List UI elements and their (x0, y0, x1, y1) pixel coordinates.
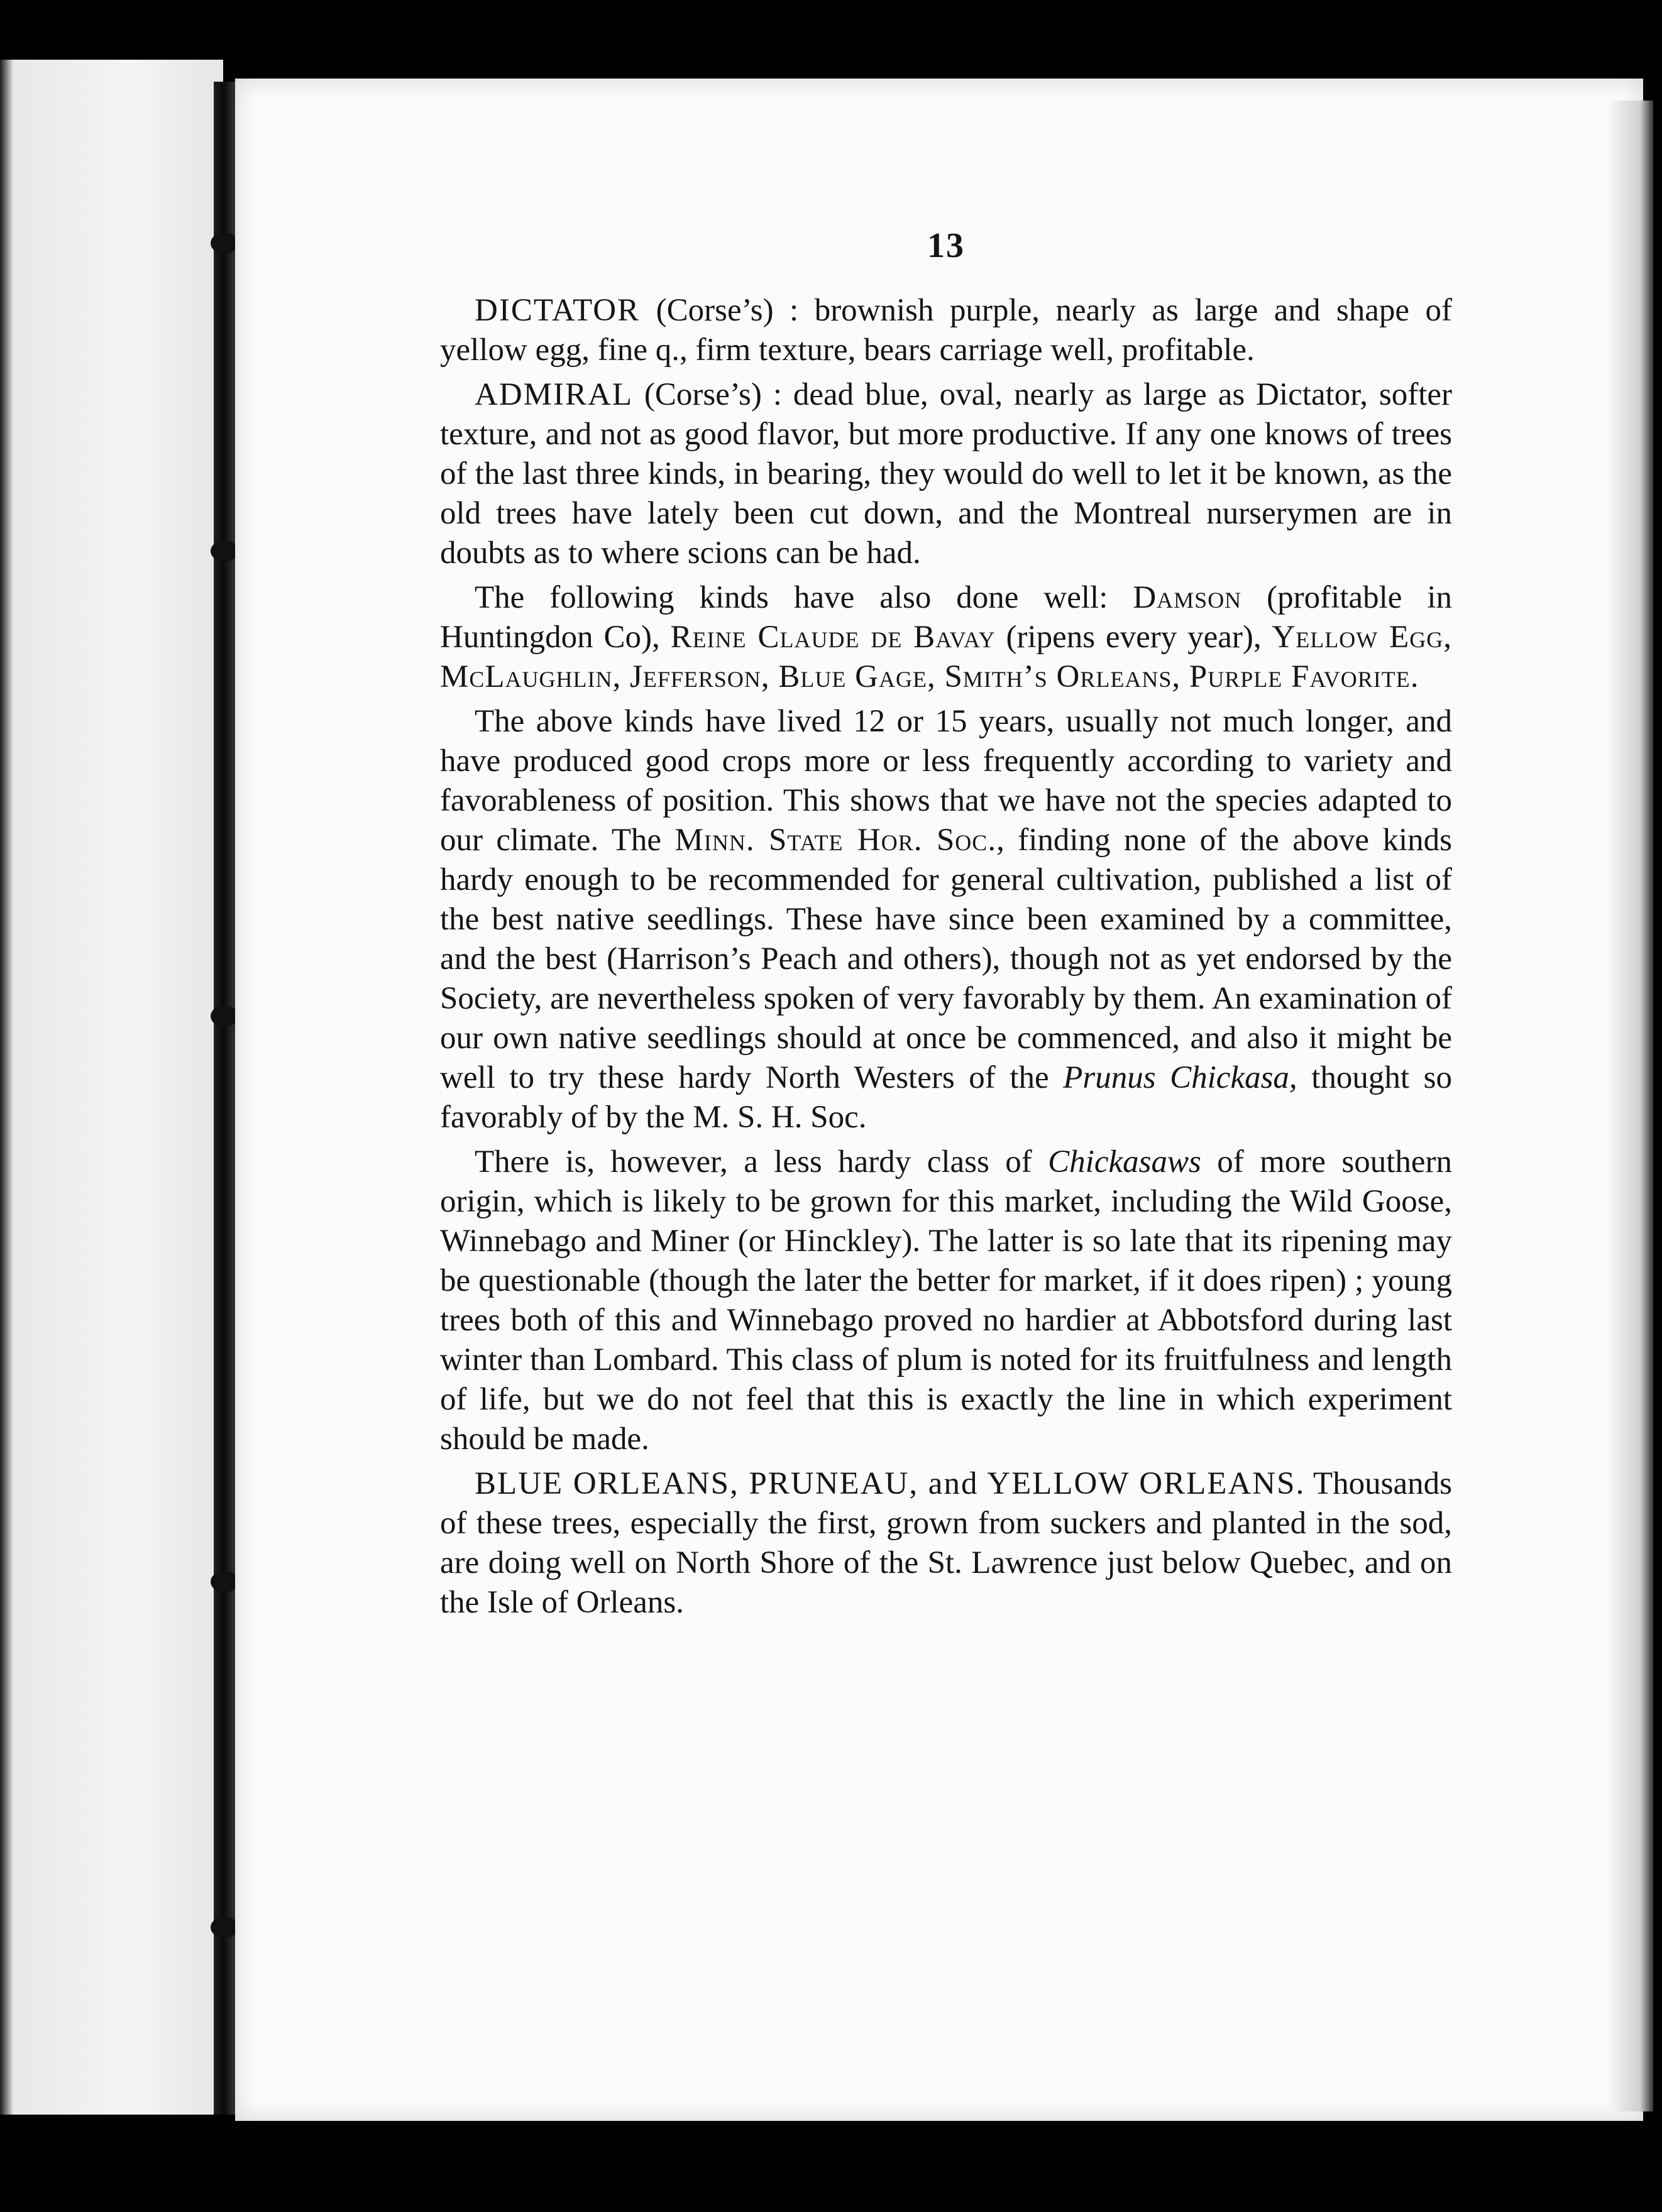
paragraph-text: (Corse’s) : dead blue, oval, nearly as large as Dictator, softer texture, and not as good flavor, but more productive. If any one knows of trees of the last three kinds, in bearing, they would do well to let it be known, as the old trees have lately been cut down, and the Montreal nurserymen are in doubts as to where scions can be had. (440, 377, 1452, 571)
paragraph-text: thought so favorably of by the M. S. H. Soc. (440, 1060, 1453, 1135)
paragraph-text: , finding none of the above kinds hardy enough to be recommended for general cultivation, published a list of the best native seedlings. These have since been examined by a committee, and the best (Harrison’s Peach and others), though not as yet endorsed by the Society, are nevertheless spoken of very favorably by them. An examination of our own native seedlings should at once be commenced, and also it might be well to try these hardy North Westers of the (440, 823, 1452, 1095)
paragraph-text: (profitable in Huntingdon Co), (440, 580, 1452, 655)
variety-heading: ADMIRAL (475, 377, 633, 412)
adjacent-left-page (0, 60, 223, 2115)
paragraph-above-kinds (440, 702, 1452, 1137)
variety-name: Damson (1133, 580, 1242, 615)
variety-name: Reine Claude de Bavay (670, 620, 996, 655)
page-edge-shadow (1609, 101, 1653, 2111)
species-name: Chickasaws (1048, 1144, 1201, 1180)
binding-stitch (211, 540, 238, 562)
society-name: Minn. State Hor. Soc. (674, 823, 997, 858)
paragraph-following-kinds (440, 578, 1452, 697)
species-name: Prunus Chickasa, (1063, 1060, 1297, 1095)
paragraph-admiral (440, 375, 1452, 573)
page-number: 13 (927, 226, 965, 265)
paragraph-text: (ripens every year), (995, 620, 1272, 655)
paragraph-text: The above kinds have lived 12 or 15 years, usually not much longer, and have produced good crops more or less frequently according to variety and favorableness of position. This shows that we have not the species adapted to our climate. The (440, 704, 1452, 858)
paragraph-text: Thousands of these trees, especially the first, grown from suckers and planted in the sod, are doing well on North Shore of the St. Lawrence just below Quebec, and on the Isle of Orleans. (440, 1466, 1453, 1620)
paragraph-text: of more southern origin, which is likely to be grown for this market, including the Wild Goose, Winnebago and Miner (or Hinckley). The latter is so late that its ripening may be questionable (though the later the better for market, if it does ripen) ; young trees both of this and Winnebago proved no hardier at Abbotsford during last winter than Lombard. This class of plum is noted for its fruitfulness and length of life, but we do not feel that this is exactly the line in which experiment should be made. (440, 1144, 1452, 1457)
book-gutter (214, 82, 235, 2115)
variety-list: Yellow Egg, McLaughlin, Jefferson, Blue Gage, Smith’s Orleans, Purple Favorite. (440, 620, 1453, 694)
variety-heading: DICTATOR (475, 293, 641, 328)
paragraph-text: There is, however, a less hardy class of (475, 1144, 1048, 1180)
binding-stitch (211, 233, 238, 254)
paragraph-dictator (440, 291, 1452, 370)
variety-heading: BLUE ORLEANS, PRUNEAU, and YELLOW ORLEANS. (475, 1466, 1306, 1501)
binding-stitch (211, 1917, 238, 1938)
paragraph-text: The following kinds have also done well: (475, 580, 1133, 615)
binding-stitch (211, 1571, 238, 1592)
body-text (440, 226, 1452, 1628)
binding-stitch (211, 1005, 238, 1027)
paragraph-chickasaws (440, 1142, 1452, 1459)
paragraph-blue-orleans (440, 1464, 1452, 1623)
paragraph-text: (Corse’s) : brownish purple, nearly as large and shape of yellow egg, fine q., firm texture, bears carriage well, profitable. (440, 293, 1452, 368)
